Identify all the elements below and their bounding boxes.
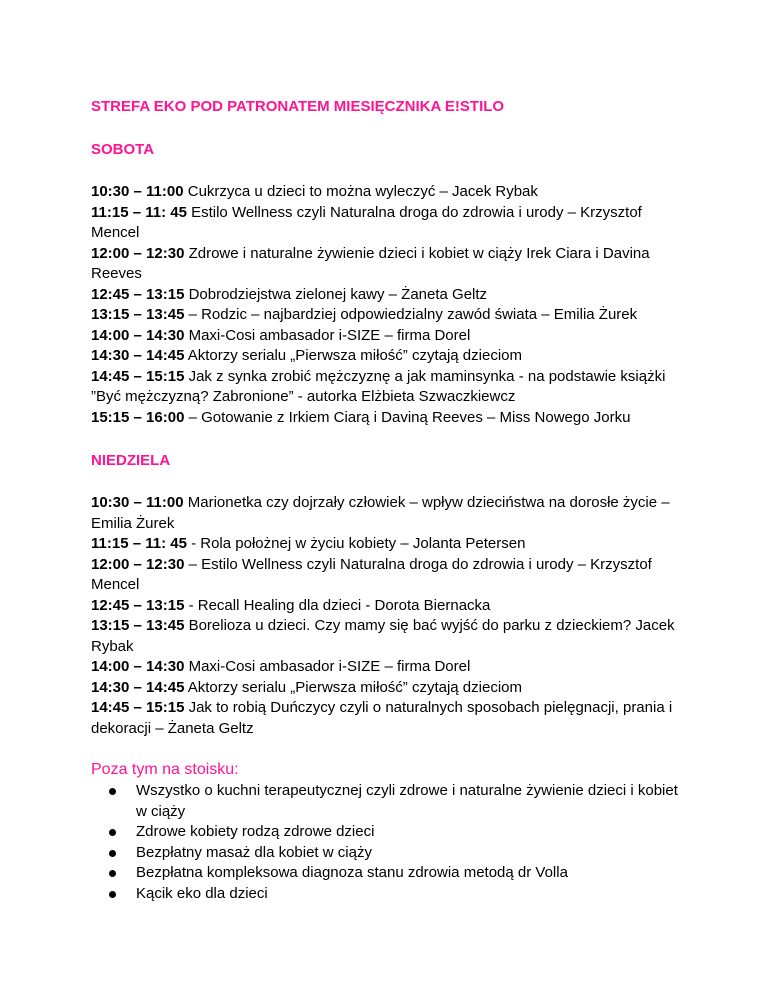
schedule-time: 13:15 – 13:45	[91, 617, 185, 634]
schedule-description: Cukrzyca u dzieci to można wyleczyć – Jacek Rybak	[187, 183, 538, 200]
schedule-item	[91, 596, 691, 617]
bullet-item	[136, 781, 684, 822]
schedule-time: 11:15 – 11: 45	[91, 203, 187, 221]
schedule-description: Dobrodziejstwa zielonej kawy – Żaneta Geltz	[188, 285, 488, 303]
saturday-schedule	[91, 182, 691, 428]
schedule-description: Jak to robią Duńczycy czyli o naturalnych sposobach pielęgnacji, prania i dekoracji – Żaneta Geltz	[91, 699, 673, 737]
schedule-time: 12:00 – 12:30	[91, 555, 185, 573]
schedule-description: - Recall Healing dla dzieci - Dorota Biernacka	[188, 596, 491, 614]
schedule-item	[91, 244, 691, 285]
schedule-description: Borelioza u dzieci. Czy mamy się bać wyjść do parku z dzieckiem? Jacek Rybak	[91, 617, 675, 655]
sunday-heading: NIEDZIELA	[91, 452, 171, 469]
document-page	[91, 92, 691, 904]
bullet-icon	[109, 850, 116, 857]
schedule-item	[91, 678, 691, 699]
extras-list	[84, 781, 684, 904]
schedule-description: Aktorzy serialu „Pierwsza miłość” czytają dzieciom	[187, 678, 522, 696]
schedule-time: 10:30 – 11:00	[91, 494, 184, 511]
schedule-item	[91, 698, 691, 739]
bullet-item	[136, 843, 684, 864]
schedule-item	[91, 346, 691, 367]
schedule-time: 14:00 – 14:30	[91, 658, 185, 675]
bullet-item	[136, 863, 684, 884]
schedule-item	[91, 616, 691, 657]
schedule-description: Zdrowe i naturalne żywienie dzieci i kobiet w ciąży Irek Ciara i Davina Reeves	[91, 244, 650, 282]
bullet-text: Zdrowe kobiety rodzą zdrowe dzieci	[136, 823, 375, 840]
schedule-description: – Gotowanie z Irkiem Ciarą i Daviną Reeves – Miss Nowego Jorku	[188, 408, 631, 426]
bullet-item	[136, 822, 684, 843]
bullet-item	[136, 884, 684, 905]
schedule-item	[91, 534, 691, 555]
schedule-item	[91, 203, 691, 244]
schedule-time: 10:30 – 11:00	[91, 183, 184, 200]
schedule-time: 14:45 – 15:15	[91, 367, 185, 385]
schedule-item	[91, 408, 691, 429]
schedule-description: Jak z synka zrobić mężczyznę a jak maminsynka - na podstawie książki ”Być mężczyzną? Zabronione” - autorka Elżbieta Szwaczkiewcz	[91, 367, 666, 405]
schedule-description: – Estilo Wellness czyli Naturalna droga do zdrowia i urody – Krzysztof Mencel	[91, 555, 652, 593]
bullet-text: Wszystko o kuchni terapeutycznej czyli zdrowe i naturalne żywienie dzieci i kobiet w ciąży	[136, 782, 678, 820]
bullet-text: Kącik eko dla dzieci	[136, 884, 268, 902]
schedule-description: Estilo Wellness czyli Naturalna droga do zdrowia i urody – Krzysztof Mencel	[91, 203, 642, 241]
schedule-time: 11:15 – 11: 45	[91, 535, 187, 552]
schedule-time: 13:15 – 13:45	[91, 306, 185, 323]
schedule-description: Aktorzy serialu „Pierwsza miłość” czytają dzieciom	[187, 347, 522, 364]
bullet-icon	[109, 788, 116, 795]
schedule-item	[91, 367, 691, 408]
schedule-description: Maxi-Cosi ambasador i-SIZE – firma Dorel	[188, 658, 471, 675]
bullet-text: Bezpłatny masaż dla kobiet w ciąży	[136, 843, 372, 861]
schedule-item	[91, 657, 691, 678]
schedule-time: 12:00 – 12:30	[91, 244, 185, 262]
page-title: STREFA EKO POD PATRONATEM MIESIĘCZNIKA E!STILO	[91, 98, 505, 115]
bullet-icon	[109, 870, 116, 877]
extras-heading: Poza tym na stoisku:	[91, 761, 239, 778]
sunday-schedule	[91, 493, 691, 739]
schedule-time: 12:45 – 13:15	[91, 596, 185, 614]
bullet-text: Bezpłatna kompleksowa diagnoza stanu zdrowia metodą dr Volla	[136, 864, 568, 881]
schedule-description: Maxi-Cosi ambasador i-SIZE – firma Dorel	[188, 326, 471, 344]
bullet-icon	[109, 829, 116, 836]
schedule-time: 15:15 – 16:00	[91, 408, 185, 426]
schedule-time: 14:30 – 14:45	[91, 347, 185, 364]
schedule-time: 14:00 – 14:30	[91, 326, 185, 344]
schedule-item	[91, 182, 691, 203]
schedule-description: - Rola położnej w życiu kobiety – Jolanta Petersen	[191, 535, 526, 552]
bullet-icon	[109, 891, 116, 898]
saturday-heading: SOBOTA	[91, 141, 155, 158]
schedule-item	[91, 326, 691, 347]
schedule-item	[91, 285, 691, 306]
schedule-item	[91, 493, 691, 534]
schedule-description: Marionetka czy dojrzały człowiek – wpływ dzieciństwa na dorosłe życie – Emilia Żurek	[91, 494, 670, 532]
schedule-item	[91, 555, 691, 596]
schedule-time: 12:45 – 13:15	[91, 285, 185, 303]
schedule-time: 14:45 – 15:15	[91, 699, 185, 716]
schedule-time: 14:30 – 14:45	[91, 678, 185, 696]
schedule-description: – Rodzic – najbardziej odpowiedzialny zawód świata – Emilia Żurek	[188, 306, 638, 323]
schedule-item	[91, 305, 691, 326]
